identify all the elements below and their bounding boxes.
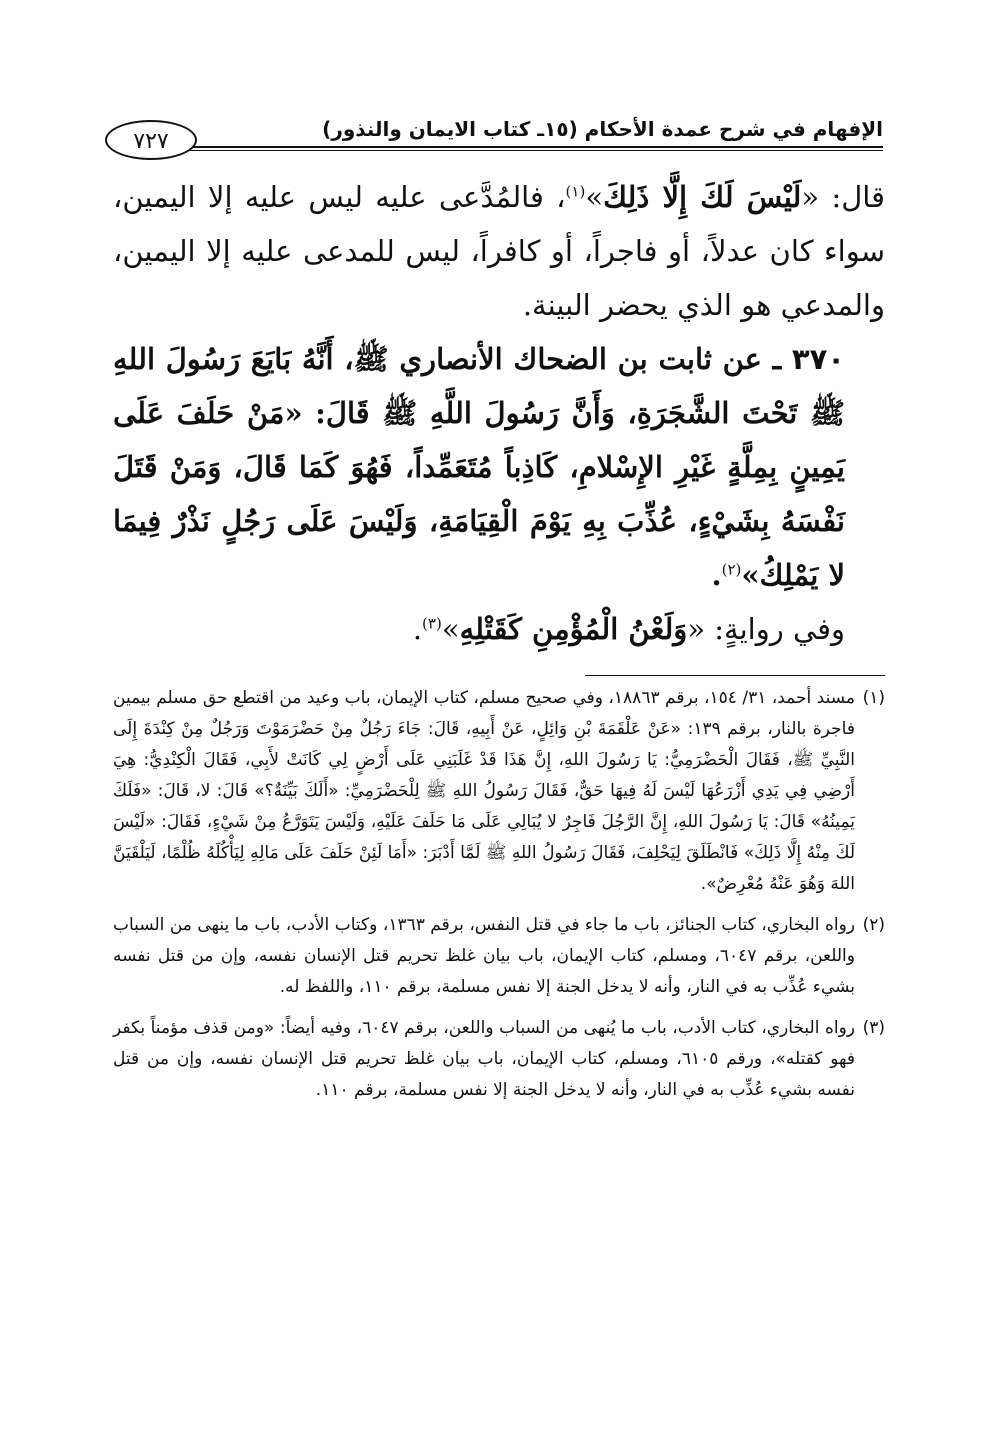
footnote-number: (١) — [862, 688, 885, 708]
page-header — [105, 112, 883, 160]
hadith-paragraph — [113, 332, 885, 602]
header-rule — [185, 146, 883, 148]
footnote-ref-1[interactable]: (١) — [565, 182, 586, 201]
commentary-text: ، فالمُدَّعى عليه ليس عليه إلا اليمين، سواء كان عدلاً، أو فاجراً، أو كافراً، ليس للمدعى عليه إلا اليمين، والمدعي هو الذي يحضر البينة. — [113, 180, 885, 322]
quoted-phrase: لَيْسَ لَكَ إِلَّا ذَلِكَ — [603, 180, 802, 214]
header-rule-thin — [185, 150, 883, 151]
riwaya-intro: وفي روايةٍ: « — [687, 612, 845, 646]
footnotes — [113, 683, 885, 1116]
riwaya-quote: وَلَعْنُ الْمُؤْمِنِ كَقَتْلِهِ — [459, 612, 688, 646]
quote-close: » — [585, 180, 604, 214]
footnote-text: مسند أحمد، ٣١/ ١٥٤، برقم ١٨٨٦٣، وفي صحيح مسلم، كتاب الإيمان، باب وعيد من اقتطع حق مسلم بيمين فاجرة بالنار، برقم ١٣٩: «عَنْ عَلْقَمَةَ بْنِ وَائِلٍ، عَنْ أَبِيهِ، قَالَ: جَاءَ رَجُلٌ مِنْ حَضْرَمَوْتَ وَرَجُلٌ مِنْ كِنْدَةَ إِلَى النَّبِيِّ ﷺ، فَقَالَ الْحَضْرَمِيُّ: يَا رَسُولَ اللهِ، إِنَّ هَذَا قَدْ غَلَبَنِي عَلَى أَرْضٍ لِي كَانَتْ لأَبِي، فَقَالَ الْكِنْدِيُّ: هِيَ أَرْضِي فِي يَدِي أَزْرَعُهَا لَيْسَ لَهُ فِيهَا حَقٌّ، فَقَالَ رَسُولُ اللهِ ﷺ لِلْحَضْرَمِيِّ: «أَلَكَ بَيِّنَةٌ؟» قَالَ: لا، قَالَ: «فَلَكَ يَمِينُهُ» قَالَ: يَا رَسُولَ اللهِ، إِنَّ الرَّجُلَ فَاجِرٌ لا يُبَالِي عَلَى مَا حَلَفَ عَلَيْهِ، وَلَيْسَ يَتَوَرَّعُ مِنْ شَيْءٍ، فَقَالَ: «لَيْسَ لَكَ مِنْهُ إِلَّا ذَلِكَ» فَانْطَلَقَ لِيَحْلِفَ، فَقَالَ رَسُولُ اللهِ ﷺ لَمَّا أَدْبَرَ: «أَمَا لَئِنْ حَلَفَ عَلَى مَالِهِ لِيَأْكُلَهُ ظُلْمًا، لَيَلْقَيَنَّ اللهَ وَهُوَ عَنْهُ مُعْرِضٌ». — [113, 688, 855, 894]
footnote-number: (٢) — [862, 915, 885, 935]
hadith-text: ـ عن ثابت بن الضحاك الأنصاري ﷺ، أَنَّهُ بَايَعَ رَسُولَ اللهِ ﷺ تَحْتَ الشَّجَرَةِ، وَأَنَّ رَسُولَ اللَّهِ ﷺ قَالَ: «مَنْ حَلَفَ عَلَى يَمِينٍ بِمِلَّةٍ غَيْرِ الإِسْلامِ، كَاذِباً مُتَعَمِّداً، فَهُوَ كَمَا قَالَ، وَمَنْ قَتَلَ نَفْسَهُ بِشَيْءٍ، عُذِّبَ بِهِ يَوْمَ الْقِيَامَةِ، وَلَيْسَ عَلَى رَجُلٍ نَذْرٌ فِيمَا لا يَمْلِكُ» — [113, 342, 845, 592]
footnote-ref-3[interactable]: (٣) — [422, 614, 442, 633]
footnote-text: رواه البخاري، كتاب الجنائز، باب ما جاء في قتل النفس، برقم ١٣٦٣، وكتاب الأدب، باب ما ينهى من السباب واللعن، برقم ٦٠٤٧، ومسلم، كتاب الإيمان، باب بيان غلظ تحريم قتل الإنسان نفسه، وإن من قتل نفسه بشيء عُذِّب به في النار، وأنه لا يدخل الجنة إلا نفس مسلمة، برقم ١١٠، واللفظ له. — [113, 915, 855, 997]
page-number: ٧٢٧ — [105, 120, 197, 160]
hadith-end: . — [711, 558, 722, 592]
footnote-2 — [113, 910, 885, 1003]
commentary-paragraph — [113, 170, 885, 332]
footnote-number: (٣) — [862, 1018, 885, 1038]
riwaya-end: . — [412, 612, 423, 646]
footnote-3 — [113, 1013, 885, 1106]
footnote-separator — [585, 675, 885, 676]
footnote-text: رواه البخاري، كتاب الأدب، باب ما يُنهى من السباب واللعن، برقم ٦٠٤٧، وفيه أيضاً: «ومن قذف مؤمناً بكفر فهو كقتله»، ورقم ٦١٠٥، ومسلم، كتاب الإيمان، باب بيان غلظ تحريم قتل الإنسان نفسه، وإن من قتل نفسه بشيء عُذِّب به في النار، وأنه لا يدخل الجنة إلا نفس مسلمة، برقم ١١٠. — [113, 1018, 856, 1100]
hadith-number: ٣٧٠ — [791, 342, 845, 376]
riwaya-close: » — [441, 612, 460, 646]
footnote-ref-2[interactable]: (٢) — [721, 560, 742, 579]
riwaya-paragraph — [113, 602, 885, 656]
quote-intro: قال: « — [801, 180, 885, 214]
running-title: الإفهام في شرح عمدة الأحكام (١٥ـ كتاب الايمان والنذور) — [322, 117, 883, 141]
main-text — [113, 170, 885, 656]
footnote-1 — [113, 683, 885, 900]
